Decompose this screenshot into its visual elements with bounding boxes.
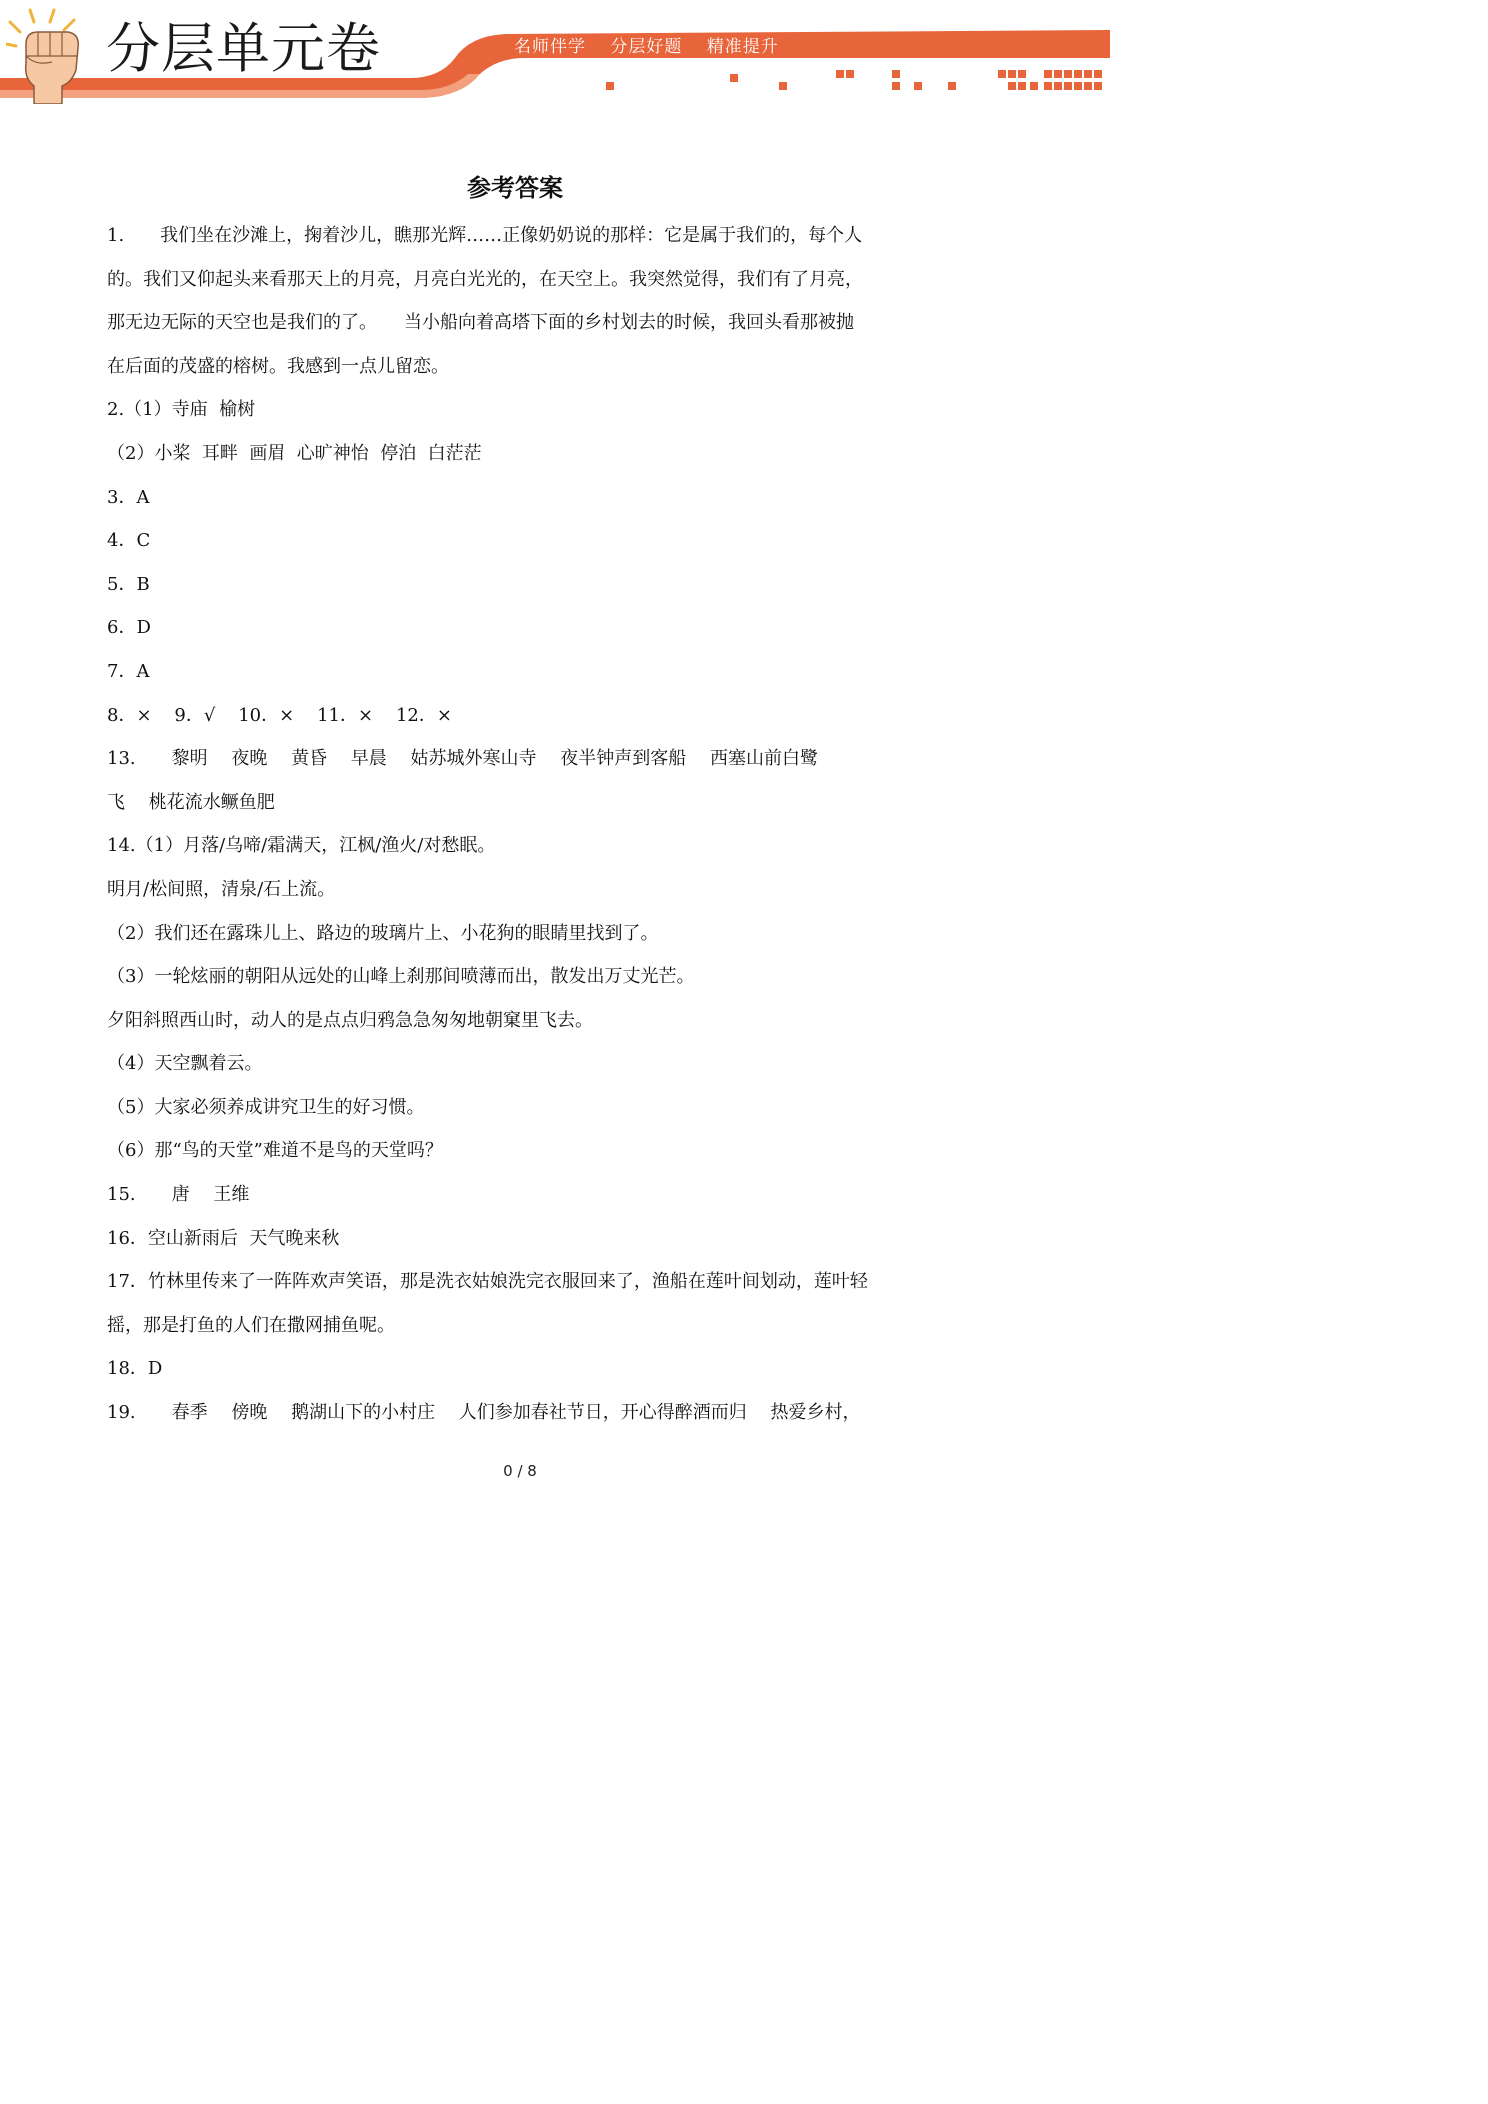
answer-line: 5．B	[107, 573, 150, 595]
answer-line: （4）天空飘着云。	[107, 1053, 263, 1075]
answer-line: 2.（1）寺庙 榆树	[107, 399, 256, 421]
answer-line: 14.（1）月落/乌啼/霜满天，江枫/渔火/对愁眠。	[107, 835, 496, 857]
brand-title: 分层单元卷	[106, 17, 381, 80]
answer-line: 那无边无际的天空也是我们的了。 当小船向着高塔下面的乡村划去的时候，我回头看那被抛	[107, 312, 854, 334]
answer-line: 1. 我们坐在沙滩上，掬着沙儿，瞧那光辉……正像奶奶说的那样：它是属于我们的，每个人	[107, 225, 863, 246]
page-header	[0, 0, 1110, 110]
slogan-item: 分层好题	[610, 37, 683, 57]
answer-line: 4．C	[107, 530, 151, 552]
answer-line: （3）一轮炫丽的朝阳从远处的山峰上刹那间喷薄而出，散发出万丈光芒。	[107, 966, 695, 988]
answer-line: （2）小桨 耳畔 画眉 心旷神怡 停泊 白茫茫	[107, 442, 482, 464]
answer-list	[107, 214, 927, 1435]
answer-line: 6．D	[107, 617, 151, 639]
answer-line: （5）大家必须养成讲究卫生的好习惯。	[107, 1096, 425, 1118]
answer-line: 在后面的茂盛的榕树。我感到一点儿留恋。	[107, 355, 449, 377]
answer-line: （6）那“鸟的天堂”难道不是鸟的天堂吗？	[107, 1140, 443, 1162]
answer-line: 的。我们又仰起头来看那天上的月亮，月亮白光光的，在天空上。我突然觉得，我们有了月亮，	[107, 268, 863, 290]
header-slogan	[514, 32, 797, 57]
answer-line: 夕阳斜照西山时，动人的是点点归鸦急急匆匆地朝窠里飞去。	[107, 1009, 593, 1031]
answer-line: （2）我们还在露珠儿上、路边的玻璃片上、小花狗的眼睛里找到了。	[107, 922, 659, 944]
answer-line: 摇，那是打鱼的人们在撒网捕鱼呢。	[107, 1314, 395, 1336]
answer-line: 15. 唐 王维	[107, 1184, 250, 1206]
answer-line: 18．D	[107, 1358, 163, 1380]
page-title: 参考答案	[467, 174, 563, 202]
answer-line: 13. 黎明 夜晚 黄昏 早晨 姑苏城外寒山寺 夜半钟声到客船 西塞山前白鹭	[107, 748, 818, 770]
answer-line: 8．× 9．√ 10．× 11．× 12．×	[107, 704, 452, 726]
answer-line: 17．竹林里传来了一阵阵欢声笑语，那是洗衣姑娘洗完衣服回来了，渔船在莲叶间划动，莲叶轻	[107, 1271, 868, 1293]
slogan-item: 名师伴学	[514, 37, 586, 57]
answer-line: 飞 桃花流水鳜鱼肥	[107, 791, 275, 813]
fist-icon	[6, 8, 96, 104]
answer-line: 7．A	[107, 660, 150, 682]
answer-line: 明月/松间照，清泉/石上流。	[107, 878, 336, 900]
page-number: 0 / 8	[503, 1462, 537, 1480]
answer-line: 19. 春季 傍晚 鹅湖山下的小村庄 人们参加春社节日，开心得醉酒而归 热爱乡村，	[107, 1402, 861, 1424]
answer-line: 16．空山新雨后 天气晚来秋	[107, 1227, 340, 1249]
slogan-item: 精准提升	[706, 37, 779, 57]
answer-line: 3．A	[107, 486, 150, 508]
